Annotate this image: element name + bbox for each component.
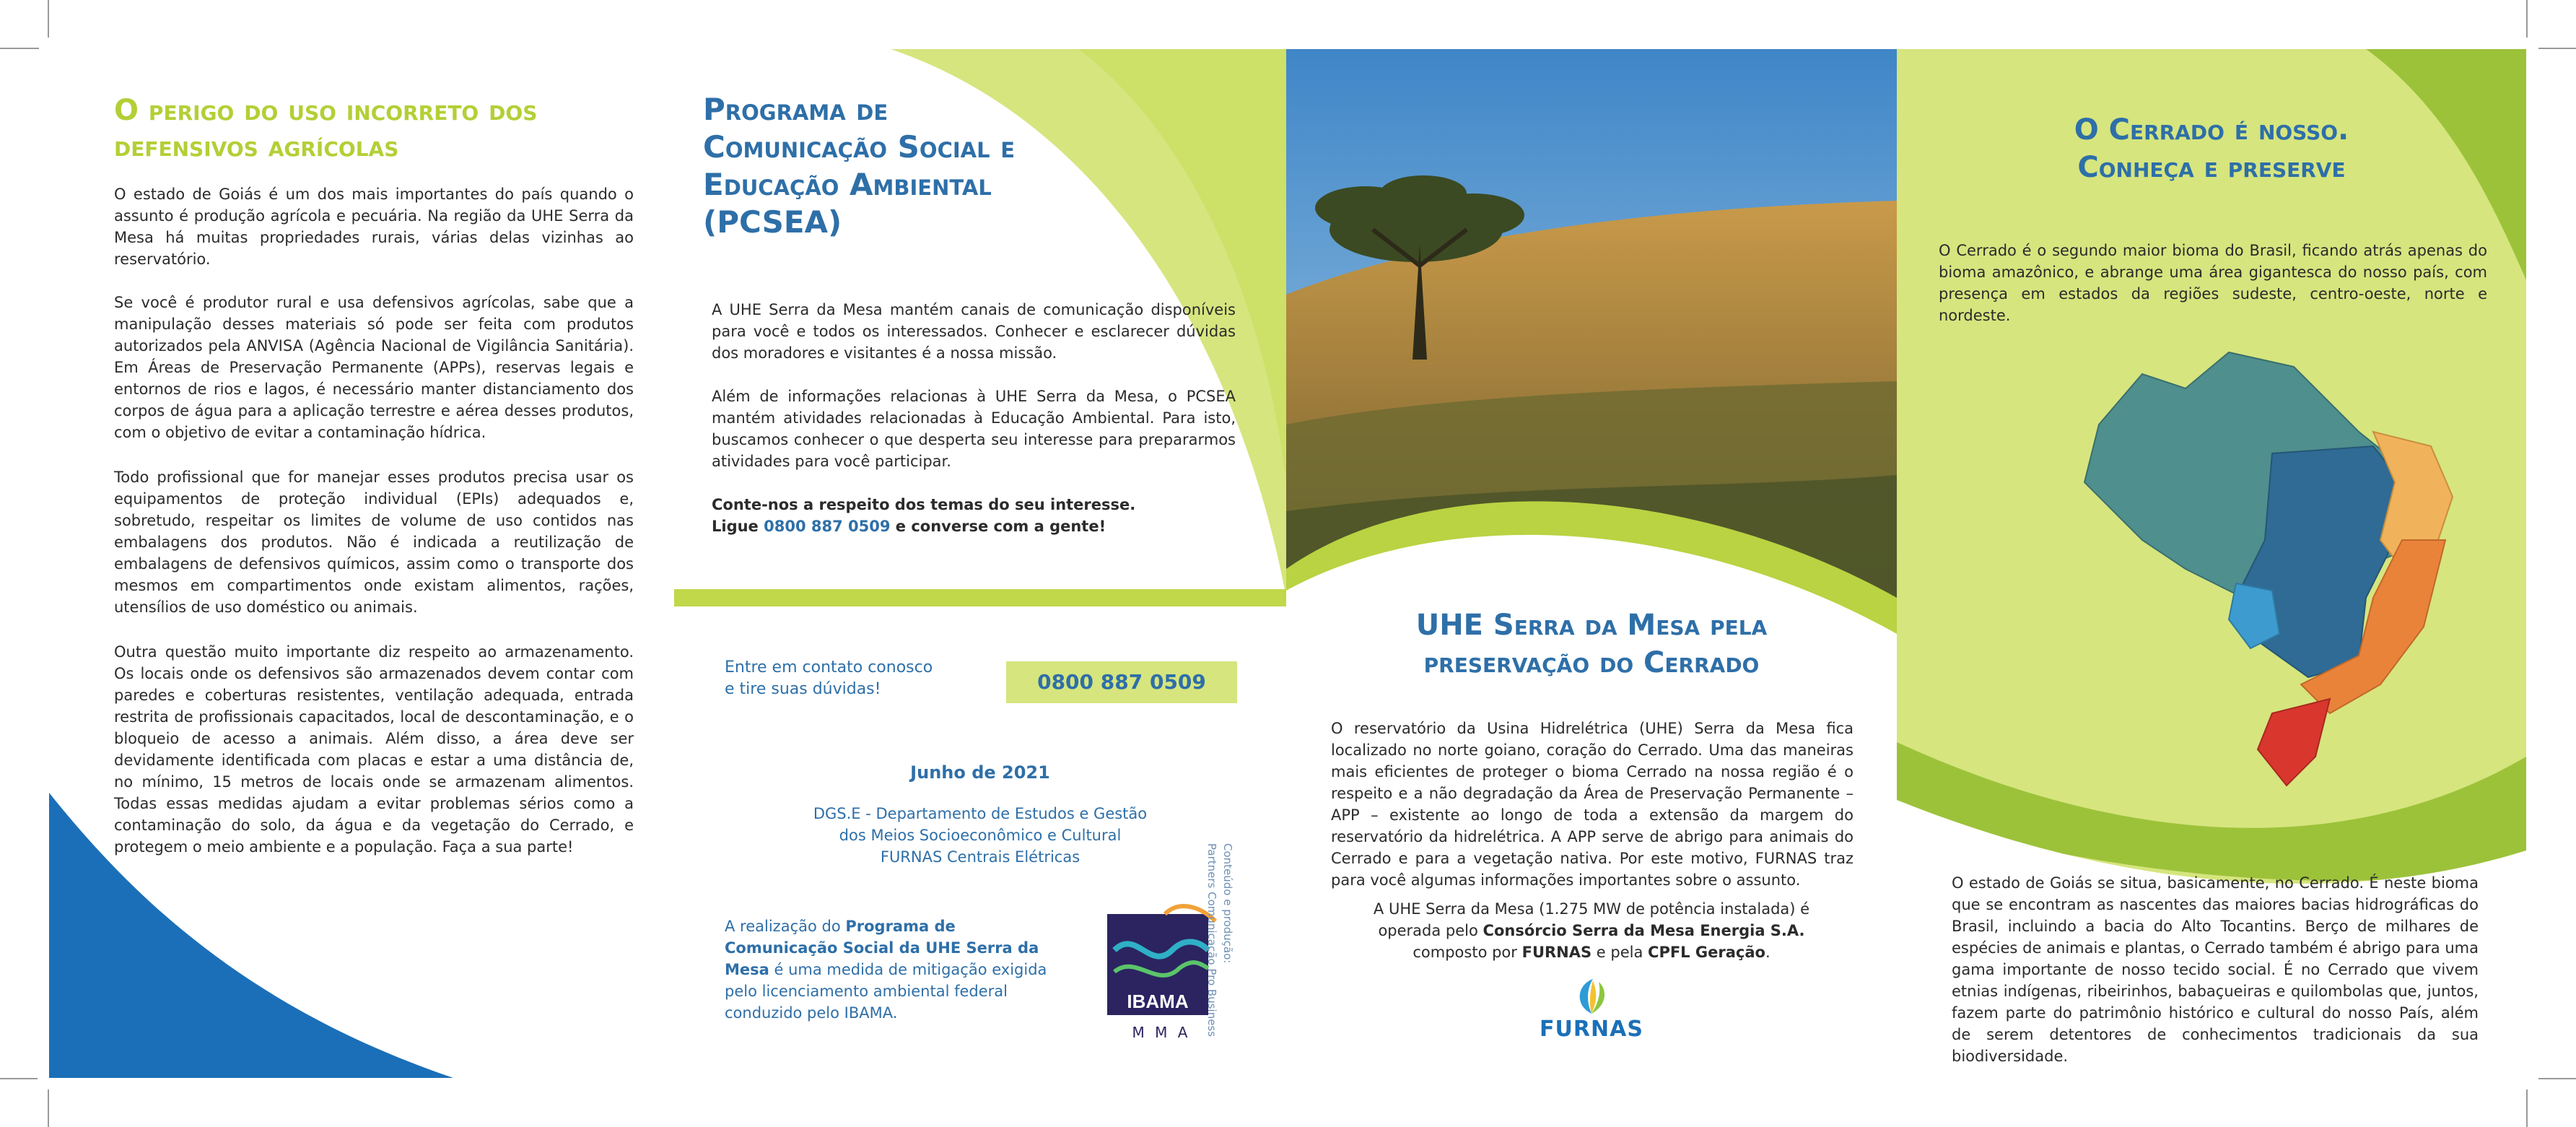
crop-mark — [0, 1078, 38, 1079]
pesticides-title-line2: defensivos agrícolas — [114, 130, 399, 163]
panel-pesticides — [49, 49, 674, 1078]
cerrado-title-line2: Conheça e preserve — [2077, 151, 2346, 184]
serra-paragraph-1: O reservatório da Usina Hidrelétrica (UHE) Serra da Mesa fica localizado no norte goiano, coração do Cerrado. Uma das maneiras mais eficientes de proteger o bioma Cerrado na nossa região é o respeito e a não degradação da Área de Preservação Permanente – APP – existente ao longo de toda a extensão da margem do reservatório da hidrelétrica. A APP serve de abrigo para animais do Cerrado e para a vegetação nativa. Por este motivo, FURNAS traz para você algumas informações importantes sobre o assunto. — [1331, 720, 1854, 889]
realizacao-text: A realização do Programa de Comunicação Social da UHE Serra da Mesa é uma medida de mitigação exigida pelo licenciamento ambiental federal conduzido pelo IBAMA. — [725, 918, 1047, 1022]
crop-mark — [2538, 1078, 2576, 1079]
dept-line3: FURNAS Centrais Elétricas — [880, 848, 1080, 866]
crop-mark — [0, 48, 38, 49]
dept-line2: dos Meios Socioeconômico e Cultural — [839, 827, 1122, 844]
pesticides-paragraph-3: Todo profissional que for manejar esses produtos precisa usar os equipamentos de proteção individual (EPIs) adequados e, sobretudo, respeitar os limites de volume de uso contidos nas embalagens dos produtos. Não é indicada a reutilização de embalagens de defensivos químicos, assim como o transporte dos mesmos em compartimentos onde existam alimentos, rações, utensílios de uso doméstico ou animais. — [114, 469, 634, 616]
crop-mark — [2526, 1089, 2528, 1127]
crop-mark — [2538, 48, 2576, 49]
pcsea-title-line2: Comunicação Social e — [703, 129, 1016, 165]
panel-cerrado — [1897, 49, 2526, 1078]
pcsea-paragraph-1: A UHE Serra da Mesa mantém canais de comunicação disponíveis para você e todos os interessados. Conhecer e esclarecer dúvidas dos moradores e visitantes é a nossa missão. — [712, 301, 1236, 362]
crop-mark — [48, 0, 49, 38]
pesticides-paragraph-4: Outra questão muito importante diz respeito ao armazenamento. Os locais onde os defensivos são armazenados devem contar com paredes e coberturas resistentes, ventilação adequada, entrada restrita de profissionais capacitados, local de descontaminação, e o bloqueio de acesso a animais. Além disso, a área deve ser devidamente identificada com placas e estar a uma distância de, no mínimo, 15 metros de locais onde se armazenam alimentos. Todas essas medidas ajudam a evitar problemas sérios como a contaminação do solo, da água e da vegetação do Cerrado, e protegem o meio ambiente e a população. Faça a sua parte! — [114, 643, 634, 856]
pcsea-cta-line2: Ligue 0800 887 0509 e converse com a gente! — [712, 518, 1106, 535]
furnas-logo-text: FURNAS — [1540, 1017, 1643, 1042]
phone-box[interactable]: 0800 887 0509 — [1006, 661, 1237, 703]
pcsea-title-line4: (PCSEA) — [703, 204, 842, 240]
serra-operator-text: A UHE Serra da Mesa (1.275 MW de potência instalada) é operada pelo Consórcio Serra da Mesa Energia S.A. composto por FURNAS e pela CPFL Geração. — [1373, 900, 1810, 961]
contact-line1: Entre em contato conosco — [725, 658, 933, 676]
crop-mark-top-left — [0, 0, 39, 39]
furnas-logo — [1519, 976, 1664, 1048]
crop-mark — [48, 1089, 49, 1127]
pcsea-cta-phone: 0800 887 0509 — [764, 518, 891, 535]
svg-text:IBAMA: IBAMA — [1127, 991, 1189, 1012]
serra-title-line1: UHE Serra da Mesa pela — [1415, 609, 1768, 642]
pcsea-title-line1: Programa de — [703, 92, 888, 127]
brazil-biomes-map — [2056, 323, 2460, 800]
pcsea-title-line3: Educação Ambiental — [703, 167, 992, 202]
pesticides-title-line1: O perigo do uso incorreto dos — [114, 94, 538, 127]
furnas-leaf-icon — [1570, 976, 1613, 1017]
mma-label: M M A — [1132, 1024, 1191, 1041]
green-divider-bar — [674, 589, 1286, 606]
pcsea-cta-line1: Conte-nos a respeito dos temas do seu interesse. — [712, 496, 1136, 513]
cerrado-paragraph-2: O estado de Goiás se situa, basicamente, no Cerrado. É neste bioma que se encontram as nascentes das maiores bacias hidrográficas do Brasil, incluindo a bacia do Alto Tocantins. Berço de milhares de espécies de animais e plantas, o Cerrado também é abrigo para uma gama importante de nosso tecido social. É no Cerrado que vivem etnias indígenas, ribeirinhos, babaçueiras e quilombolas que, juntos, fazem parte do patrimônio histórico e cultural do nosso País, além de serem detentores de conhecimentos tradicionais da sua biodiversidade. — [1952, 874, 2479, 1065]
dept-line1: DGS.E - Departamento de Estudos e Gestão — [813, 805, 1148, 822]
pesticides-paragraph-1: O estado de Goiás é um dos mais importantes do país quando o assunto é produção agrícola e pecuária. Na região da UHE Serra da Mesa há muitas propriedades rurais, várias delas vizinhas ao reservatório. — [114, 186, 634, 268]
panel-serra-da-mesa — [1286, 49, 1897, 1078]
pesticides-paragraph-2: Se você é produtor rural e usa defensivos agrícolas, sabe que a manipulação desses materiais só pode ser feita com produtos autorizados pela ANVISA (Agência Nacional de Vigilância Sanitária). Em Áreas de Preservação Permanente (APPs), reservas legais e entornos de rios e lagos, é necessário manter distanciamento dos corpos de água para a aplicação terrestre e aérea desses produtos, com o objetivo de evitar a contaminação hídrica. — [114, 294, 634, 441]
credits: Conteúdo e produção: Partners Comunicação Pro Business — [1205, 843, 1234, 1037]
panel-pcsea — [674, 49, 1286, 1078]
cerrado-intro: O Cerrado é o segundo maior bioma do Brasil, ficando atrás apenas do bioma amazônico, e abrange uma área gigantesca do nosso país, com presença em estados da regiões sudeste, centro-oeste, norte e nordeste. — [1939, 242, 2487, 324]
cerrado-title-line1: O Cerrado é nosso. — [2074, 113, 2349, 147]
publication-date: Junho de 2021 — [910, 762, 1050, 783]
contact-line2: e tire suas dúvidas! — [725, 680, 881, 698]
crop-mark — [2526, 0, 2528, 38]
pcsea-paragraph-2: Além de informações relacionas à UHE Serra da Mesa, o PCSEA mantém atividades relacionadas à Educação Ambiental. Para isto, buscamos conhecer o que desperta seu interesse para prepararmos atividades para você participar. — [712, 388, 1236, 470]
serra-title-line2: preservação do Cerrado — [1423, 646, 1760, 679]
